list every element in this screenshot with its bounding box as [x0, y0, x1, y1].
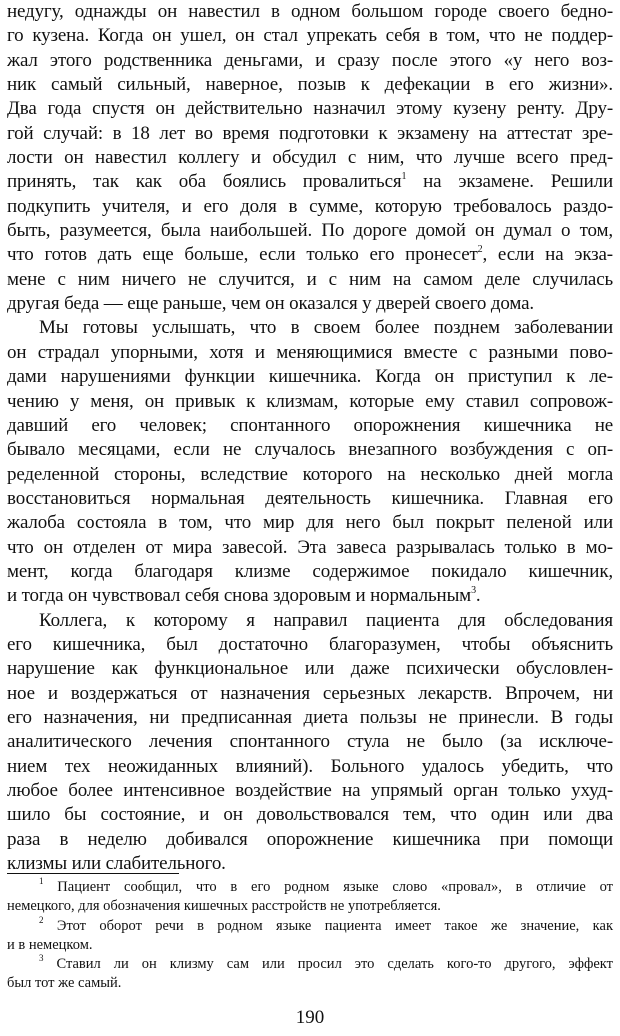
text-line: гой случай: в 18 лет во время подготовки к экзамену на аттестат зре-: [7, 122, 613, 144]
text-line: быть, разумеется, была наибольшей. По дороге домой он думал о том,: [7, 220, 613, 242]
text-line: бывало месяцами, если не случалось внезапного возбуждения с оп-: [7, 439, 613, 461]
text-line: ник самый сильный, наверное, позыв к дефекации в его жизни».: [7, 74, 613, 96]
text-line: его назначения, ни предписанная диета пользы не принесли. В годы: [7, 706, 613, 728]
text-line: лости он навестил коллегу и обсудил с ним, что лучше всего пред-: [7, 147, 613, 169]
text-line: принять, так как оба боялись провалиться$^1$ на экзамене. Решили: [7, 171, 613, 193]
text-line: восстановиться нормальная деятельность кишечника. Главная его: [7, 487, 613, 509]
text-line: мент, когда благодаря клизме содержимое покидало кишечник,: [7, 560, 613, 582]
text-line: другая беда — еще раньше, чем он оказался у дверей своего дома.: [7, 293, 534, 315]
page-number: 190: [295, 1007, 325, 1028]
text-line: Мы готовы услышать, что в своем более позднем заболевании: [39, 317, 613, 339]
footnote-line: $^2$ Этот оборот речи в родном языке пациента имеет такое же значение, как: [39, 914, 613, 934]
footnote-marker: 1: [39, 876, 44, 887]
footnote: [7, 878, 613, 917]
footnote-ref[interactable]: 3: [471, 584, 476, 596]
text-line: нарушение как функциональное или даже психически обусловлен-: [7, 658, 613, 680]
footnote: [7, 955, 613, 994]
text-line: клизмы или слабительного.: [7, 853, 226, 875]
text-line: его кишечника, был достаточно благоразумен, чтобы объяснить: [7, 633, 613, 655]
footnote-ref[interactable]: 1: [401, 171, 407, 183]
text-line: ределенной стороны, вследствие которого на несколько дней могла: [7, 463, 613, 485]
footnote-ref[interactable]: 2: [477, 244, 483, 256]
text-line: что готов дать еще больше, если только его пронесет$^2$, если на экза-: [7, 244, 613, 266]
text-line: чению у меня, он привык к клизмам, которые ему ставил сопровож-: [7, 390, 613, 412]
footnote-line: немецкого, для обозначения кишечных расстройств не употребляется.: [7, 898, 441, 915]
paragraph: [7, 316, 613, 608]
text-line: Два года спустя он действительно назначил этому кузену ренту. Дру-: [7, 98, 613, 120]
footnote-line: и в немецком.: [7, 936, 93, 953]
text-line: го кузена. Когда он ушел, он стал упрекать себя в том, что не поддер-: [7, 25, 613, 47]
footnote-divider: [7, 873, 179, 874]
text-line: жал этого родственника деньгами, и сразу после этого «у него воз-: [7, 49, 613, 71]
text-line: что он отделен от мира завесой. Эта завеса разрывалась только в мо-: [7, 536, 613, 558]
text-line: недугу, однажды он навестил в одном большом городе своего бедно-: [7, 1, 613, 22]
text-line: жалоба состояла в том, что мир для него был покрыт пеленой или: [7, 512, 613, 534]
text-line: любое более интенсивное воздействие на упрямый орган только ухуд-: [7, 780, 613, 801]
text-line: аналитического лечения спонтанного стула не было (за исключе-: [7, 731, 613, 753]
footnote-marker: 2: [39, 914, 44, 925]
paragraph: [7, 0, 613, 316]
text-line: раза в неделю добивался опорожнение кишечника при помощи: [7, 828, 613, 850]
text-line: он страдал упорными, хотя и меняющимися вместе с разными пово-: [7, 341, 613, 363]
text-line: шило бы состояние, и он довольствовался тем, что один или два: [7, 804, 613, 826]
text-line: и тогда он чувствовал себя снова здоровым и нормальным$^3$.: [7, 584, 481, 607]
text-line: подкупить учителя, и его доля в сумме, которую требовалось раздо-: [7, 195, 613, 217]
footnote-line: был тот же самый.: [7, 975, 122, 992]
footnote-line: $^1$ Пациент сообщил, что в его родном языке слово «провал», в отличие от: [39, 876, 613, 895]
paragraph: [7, 609, 613, 877]
text-line: нием тех неожиданных влияний). Больного удалось убедить, что: [7, 755, 613, 777]
text-line: давший его человек; спонтанного опорожнения кишечника не: [7, 414, 613, 436]
footnotes: [7, 878, 613, 994]
footnote-line: $^3$ Ставил ли он клизму сам или просил это сделать кого-то другого, эффект: [39, 953, 613, 973]
text-line: ное и воздержаться от назначения серьезных лекарств. Впрочем, ни: [7, 682, 613, 704]
footnote-marker: 3: [39, 953, 44, 964]
text-line: мене с ним ничего не случится, и с ним на самом деле случилась: [7, 268, 613, 290]
body-text: [7, 0, 613, 876]
text-line: дами нарушениями функции кишечника. Когда он приступил к ле-: [7, 366, 613, 388]
footnote: [7, 914, 613, 956]
text-line: Коллега, к которому я направил пациента для обследования: [39, 609, 613, 631]
